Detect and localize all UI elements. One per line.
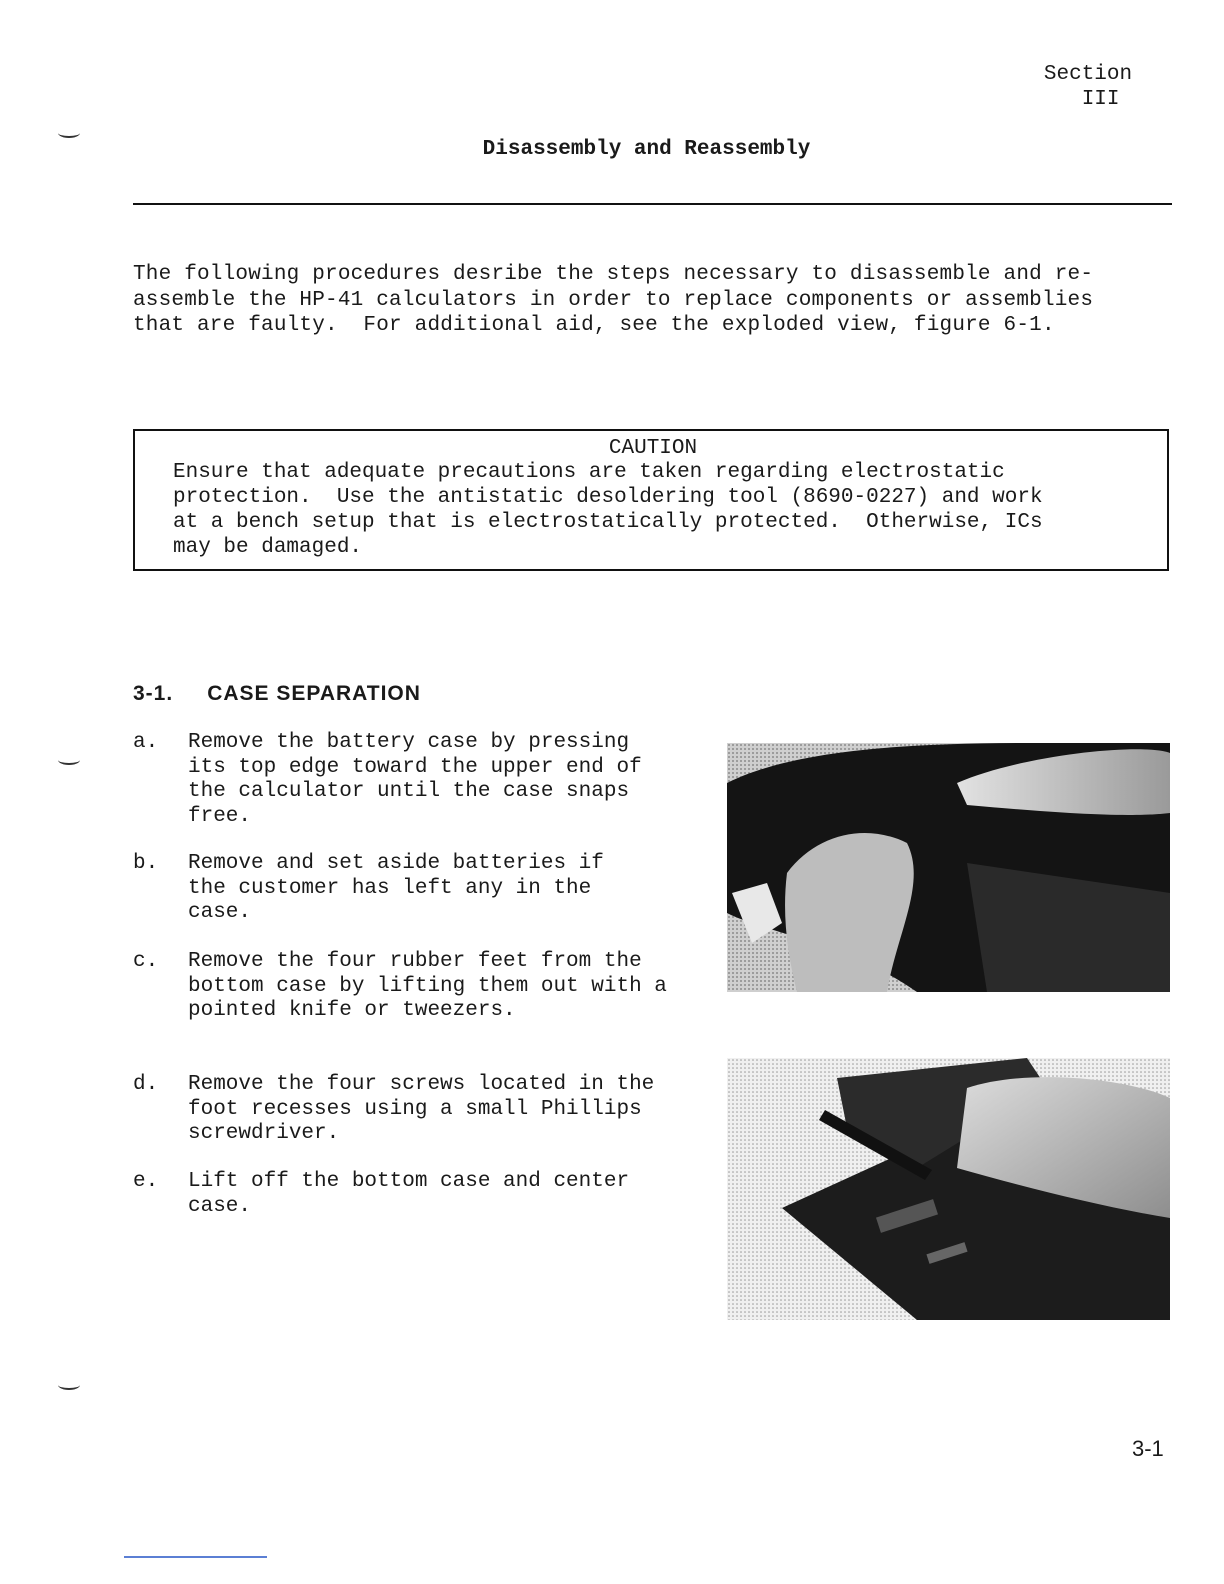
caution-title: CAUTION [608, 437, 698, 460]
binding-mark [58, 1380, 80, 1390]
step-text: Remove the four rubber feet from the bottom case by lifting them out with a pointed knife or tweezers. [188, 950, 667, 1022]
page-number: 3-1 [1132, 1436, 1164, 1461]
photo-battery-case-graphic [727, 743, 1170, 992]
step-letter: c. [133, 950, 159, 973]
step-letter: a. [133, 731, 159, 754]
section-heading [133, 682, 421, 706]
footer-underline [124, 1556, 267, 1558]
binding-mark [58, 128, 80, 138]
photo-screw-removal-graphic [727, 1058, 1170, 1320]
step-letter: e. [133, 1170, 159, 1193]
step-text: Remove the four screws located in the foot recesses using a small Phillips screwdriver. [188, 1073, 655, 1145]
section-number: 3-1. [133, 682, 174, 705]
step-letter: b. [133, 852, 159, 875]
caution-text: Ensure that adequate precautions are taken regarding electrostatic protection. Use the antistatic desoldering tool (8690-0227) and work at a bench setup that is electrostatically protected. Otherwise, ICs may be damaged. [173, 461, 1043, 559]
title-rule [133, 203, 1172, 205]
binding-mark [58, 755, 80, 765]
step-letter: d. [133, 1073, 159, 1096]
section-label: Section III [1043, 63, 1133, 111]
photo-screw-removal [727, 1058, 1170, 1320]
section-title: CASE SEPARATION [207, 682, 421, 705]
step-text: Lift off the bottom case and center case. [188, 1170, 630, 1218]
intro-paragraph: The following procedures desribe the steps necessary to disassemble and re- assemble the HP-41 calculators in order to replace components or assemblies that are faulty. For additional aid, see the exploded view, figure 6-1. [133, 263, 1094, 337]
step-text: Remove the battery case by pressing its top edge toward the upper end of the calculator until the case snaps free. [188, 731, 642, 828]
photo-battery-case-removal [727, 743, 1170, 992]
page-title: Disassembly and Reassembly [482, 138, 811, 161]
step-text: Remove and set aside batteries if the customer has left any in the case. [188, 852, 604, 924]
